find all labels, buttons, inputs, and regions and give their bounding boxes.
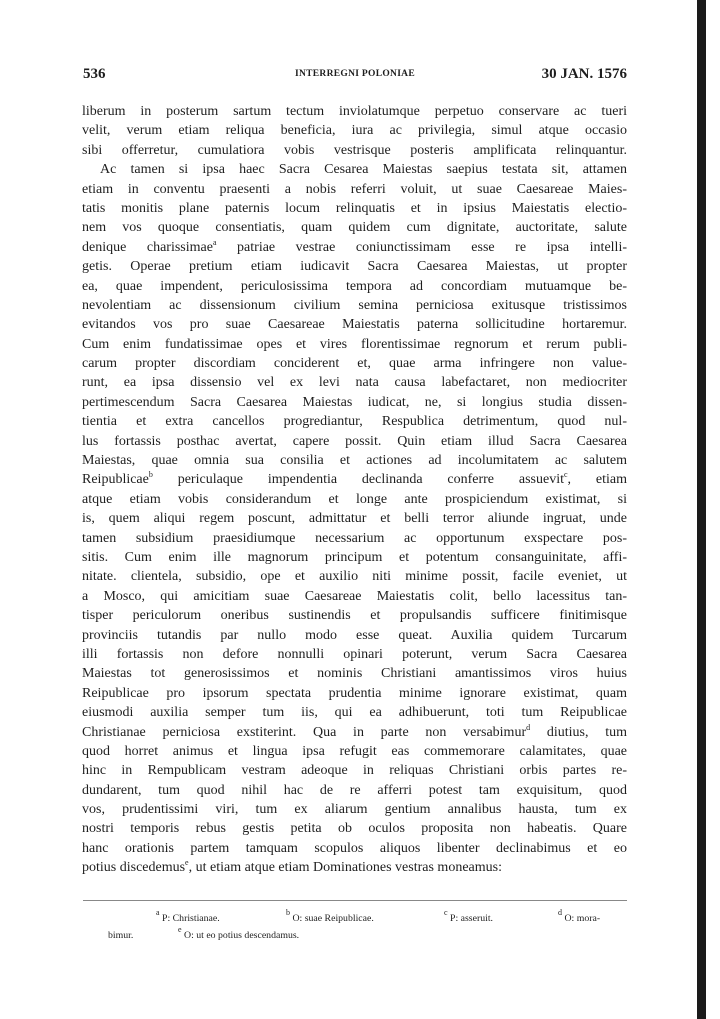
body-line: Maiestas tot generosissimos et nominis Christiani amantissimos viros huius	[82, 666, 627, 682]
body-line: tatis monitis plane paternis locum relinquatis et in ipsius Maiestatis electio-	[82, 200, 627, 216]
page-number: 536	[83, 66, 106, 82]
body-line: hanc orationis partem tamquam scopulos aliquos libenter declinabimus et eo	[82, 840, 627, 856]
body-line: getis. Operae pretium etiam iudicavit Sacra Caesarea Maiestas, ut propter	[82, 259, 627, 275]
body-line: Christianae perniciosa exstiterint. Qua in parte non versabimur$^d$ diutius, tum	[82, 722, 627, 740]
footnote-row	[108, 910, 628, 927]
footnote-c: $^c$ P: asseruit.	[444, 908, 494, 924]
body-line: ea, quae impendent, periculosissima tempora ad concordiam mutuamque be-	[82, 278, 627, 294]
footnotes	[108, 910, 628, 944]
body-line: illi fortassis non defore nonnulli opinari poterunt, verum Sacra Caesarea	[82, 646, 627, 662]
body-line: provinciis tutandis par nullo modo esse queat. Auxilia quidem Turcarum	[82, 627, 627, 643]
footnote-e: $^e$ O: ut eo potius descendamus.	[178, 925, 300, 941]
body-line: Reipublicae pro ipsorum spectata prudentia minime ignorare existimat, quam	[82, 685, 627, 701]
page-header	[83, 66, 627, 88]
body-line: a Mosco, qui amicitiam suae Caesareae Maiestatis colit, bello lacessitus tan-	[82, 588, 627, 604]
header-date: 30 JAN. 1576	[541, 66, 627, 82]
body-line: sitis. Cum enim ille magnorum principum et potentum consanguinitate, affi-	[82, 549, 627, 565]
body-line: quod horret animus et lingua ipsa refugit eas commemorare calamitates, quae	[82, 743, 627, 759]
body-line: vos, prudentissimi viri, tum ex aliarum gentium annalibus hausta, tum ex	[82, 802, 627, 818]
body-line: nitate. clientela, subsidio, ope et auxilio niti minime possit, facile eveniet, ut	[82, 569, 627, 585]
footnote-marker: c	[563, 470, 568, 480]
footnote-a: $^a$ P: Christianae.	[156, 908, 220, 924]
body-line: tisper periculorum oneribus sustinendis et propulsandis sufficere finitimisque	[82, 608, 627, 624]
body-line: denique charissimae$^a$ patriae vestrae coniunctissimam esse re ipsa intelli-	[82, 237, 627, 255]
footnote-marker: b	[148, 470, 153, 480]
body-line: tientia et extra cancellos progrediantur, Respublica detrimentum, quod nul-	[82, 414, 627, 430]
body-line: Ac tamen si ipsa haec Sacra Cesarea Maiestas saepius testata sit, attamen	[100, 162, 627, 178]
body-line: tamen subsidium praesidiumque necessarium ac opportunum exspectare pos-	[82, 530, 627, 546]
body-text	[82, 102, 627, 878]
body-line: lus fortassis posthac avertat, capere possit. Quin etiam illud Sacra Caesarea	[82, 433, 627, 449]
footnote-d-continuation: bimur.	[108, 930, 134, 941]
running-title: INTERREGNI POLONIAE	[295, 69, 415, 79]
body-line: potius discedemus$^e$, ut etiam atque etiam Dominationes vestras moneamus:	[82, 858, 502, 876]
body-line: nevolentiam ac dissensionum civilium semina perniciosa exitusque tristissimos	[82, 297, 627, 313]
body-line: Reipublicae$^b$ periculaque impendentia declinanda conferre assuevit$^c$, etiam	[82, 470, 627, 488]
footnote-marker: d	[526, 722, 531, 732]
body-line: carum propter discordiam conciderent et, quae arma infringere non value-	[82, 356, 627, 372]
body-line: runt, ea ipsa dissensio vel ex levi nata causa labefactaret, non mediocriter	[82, 375, 627, 391]
footnote-row	[108, 927, 628, 944]
body-line: is, quem aliqui regem poscunt, admittatur et belli terror aliunde ingruat, unde	[82, 511, 627, 527]
body-line: eiusmodi auxilia semper tum iis, qui ea adhibuerunt, toti tum Reipublicae	[82, 705, 627, 721]
body-line: liberum in posterum sartum tectum inviolatumque perpetuo conservare ac tueri	[82, 104, 627, 119]
footnote-b: $^b$ O: suae Reipublicae.	[286, 908, 374, 924]
body-line: dundarent, tum quod nihil hac de re afferri potest tam exquisitum, quod	[82, 782, 627, 798]
body-line: atque etiam vobis considerandum et longe ante prospiciendum existimat, si	[82, 491, 627, 507]
body-line: Cum enim fundatissimae opes et vires florentissimae regnorum et rerum publi-	[82, 336, 627, 352]
body-line: velit, verum etiam reliqua beneficia, iura ac privilegia, simul atque occasio	[82, 123, 627, 139]
footnote-marker: a	[212, 237, 217, 247]
footnote-rule	[83, 900, 627, 901]
footnote-marker: e	[185, 858, 189, 868]
scan-edge-shadow	[697, 0, 706, 1019]
body-line: sibi offerretur, cumulatiora vobis vestrisque posteris amplificata relinquantur.	[82, 142, 627, 158]
body-line: hinc in Rempublicam vestram adeoque in reliquas Christiani orbis partes re-	[82, 763, 627, 779]
body-line: pertimescendum Sacra Caesarea Maiestas iudicat, ne, si longius studia dissen-	[82, 394, 627, 410]
body-line: nem vos quoque consentiatis, quam quidem cum dignitate, auctoritate, salute	[82, 220, 627, 236]
body-line: nostri temporis rebus gestis petita ob oculos proposita non habeatis. Quare	[82, 821, 627, 837]
body-line: evitandos vos pro suae Caesareae Maiestatis paterna sollicitudine hortaremur.	[82, 317, 627, 333]
footnote-d: $^d$ O: mora-	[558, 908, 601, 924]
body-line: etiam in conventu praesenti a nobis referri voluit, ut suae Caesareae Maies-	[82, 181, 627, 197]
body-line: Maiestas, quae omnia sua consilia et actiones ad incolumitatem ac salutem	[82, 453, 627, 469]
